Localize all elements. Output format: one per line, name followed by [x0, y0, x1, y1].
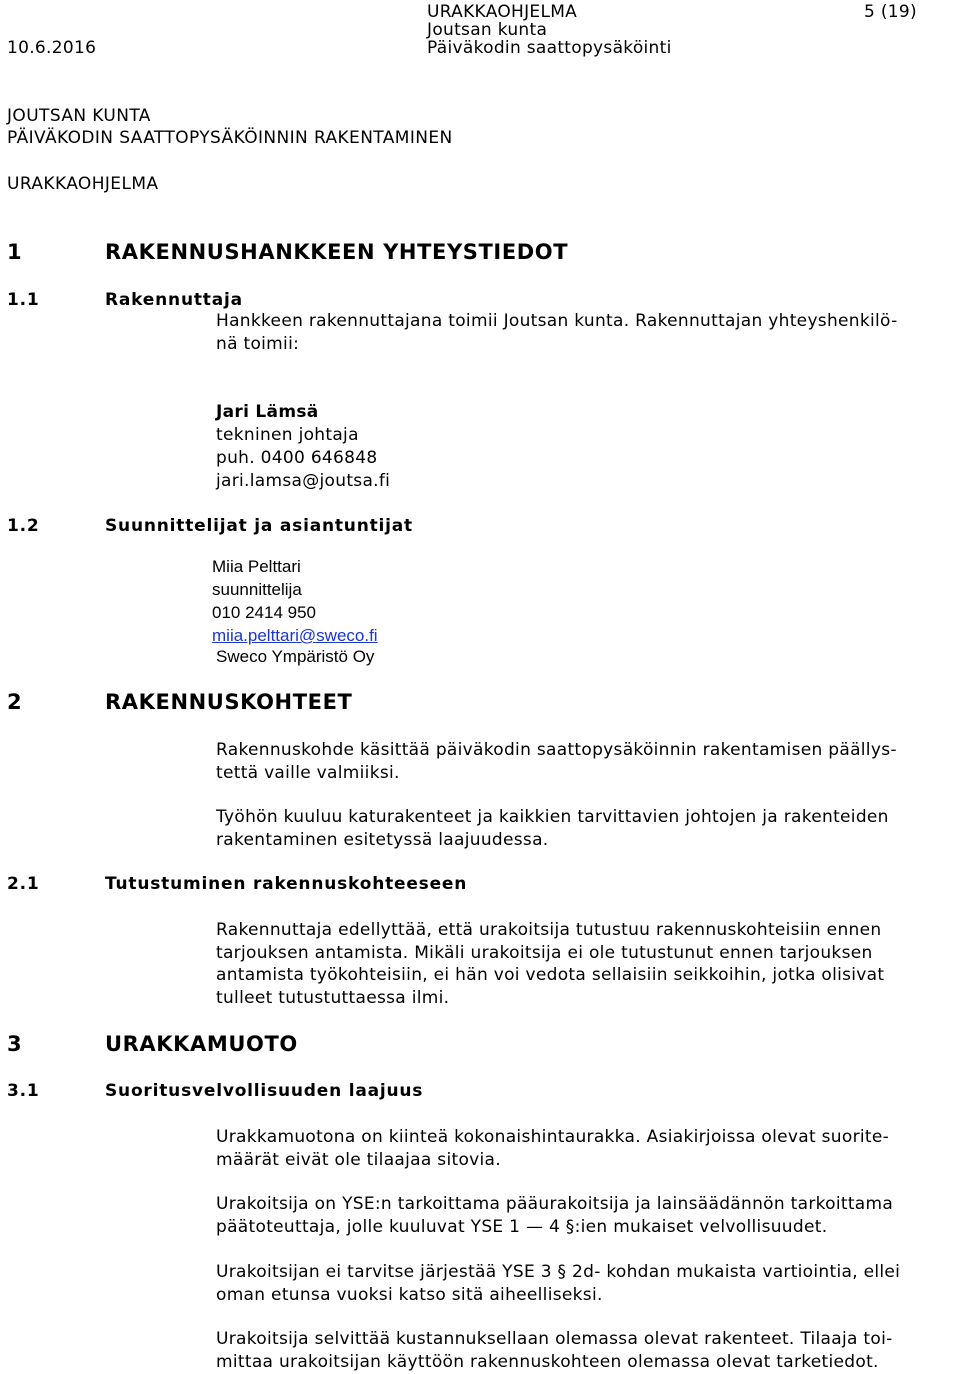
- section-1-2-heading: [7, 516, 413, 536]
- header-client: Joutsan kunta: [427, 20, 548, 40]
- text-line: mittaa urakoitsijan käyttöön rakennuskohteen olemassa olevat tarketiedot.: [216, 1351, 879, 1372]
- suoritusvelvollisuus-paragraph-4: [216, 1328, 954, 1373]
- section-title: URAKKAMUOTO: [105, 1032, 298, 1056]
- contact-name: Jari Lämsä: [216, 402, 319, 422]
- text-line: tulleet tutustuttaessa ilmi.: [216, 987, 450, 1008]
- section-number: 2: [7, 690, 23, 714]
- text-line: määrät eivät ole tilaajaa sitovia.: [216, 1149, 501, 1170]
- suoritusvelvollisuus-paragraph-3: [216, 1261, 954, 1306]
- text-line: Urakoitsijan ei tarvitse järjestää YSE 3 § 2d- kohdan mukaista vartiointia, ellei: [216, 1262, 901, 1282]
- section-title: Rakennuttaja: [105, 290, 243, 310]
- contact-role: tekninen johtaja: [216, 425, 359, 445]
- contact-email[interactable]: jari.lamsa@joutsa.fi: [216, 471, 391, 491]
- text-line: antamista työkohteisiin, ei hän voi vedota sellaisiin seikkoihin, jotka olisivat: [216, 965, 885, 986]
- title-line-3: URAKKAOHJELMA: [7, 174, 159, 194]
- section-number: 1: [7, 240, 23, 264]
- suoritusvelvollisuus-paragraph-2: [216, 1193, 954, 1238]
- designer-phone: 010 2414 950: [212, 603, 316, 622]
- section-number: 3.1: [7, 1081, 40, 1101]
- text-line: Urakoitsija on YSE:n tarkoittama pääurakoitsija ja lainsäädännön tarkoittama: [216, 1194, 894, 1214]
- tutustuminen-paragraph: [216, 919, 954, 1009]
- text-line: tarjouksen antamista. Mikäli urakoitsija ei ole tutustunut ennen tarjouksen: [216, 942, 873, 963]
- section-title: Suunnittelijat ja asiantuntijat: [105, 516, 413, 536]
- header-date: 10.6.2016: [7, 38, 97, 58]
- section-title: RAKENNUSHANKKEEN YHTEYSTIEDOT: [105, 240, 569, 264]
- section-2-1-heading: [7, 874, 467, 894]
- section-1-1-heading: [7, 290, 243, 310]
- text-line: päätoteuttaja, jolle kuuluvat YSE 1 — 4 §:ien mukaiset velvollisuudet.: [216, 1216, 828, 1237]
- title-line-1: JOUTSAN KUNTA: [7, 106, 151, 126]
- section-number: 2.1: [7, 874, 40, 894]
- section-3-heading: [7, 1032, 298, 1056]
- header-project: Päiväkodin saattopysäköinti: [427, 38, 672, 58]
- section-1-heading: [7, 240, 568, 264]
- text-line: Rakennuttaja edellyttää, että urakoitsija tutustuu rakennuskohteisiin ennen: [216, 920, 882, 940]
- rakennuskohteet-paragraph-2: [216, 806, 954, 851]
- text-line: Hankkeen rakennuttajana toimii Joutsan kunta. Rakennuttajan yhteyshenkilö-: [216, 311, 898, 331]
- section-number: 1.1: [7, 290, 40, 310]
- title-line-2: PÄIVÄKODIN SAATTOPYSÄKÖINNIN RAKENTAMINEN: [7, 128, 453, 148]
- designer-email-link[interactable]: miia.pelttari@sweco.fi: [212, 626, 378, 645]
- text-line: Rakennuskohde käsittää päiväkodin saattopysäköinnin rakentamisen päällys-: [216, 740, 897, 760]
- contact-phone: puh. 0400 646848: [216, 448, 378, 468]
- suoritusvelvollisuus-paragraph-1: [216, 1126, 954, 1171]
- text-line: Urakkamuotona on kiinteä kokonaishintaurakka. Asiakirjoissa olevat suorite-: [216, 1127, 890, 1147]
- text-line: Urakoitsija selvittää kustannuksellaan olemassa olevat rakenteet. Tilaaja toi-: [216, 1329, 893, 1349]
- designer-role: suunnittelija: [212, 580, 302, 599]
- rakennuttaja-paragraph: [216, 310, 954, 355]
- text-line: Työhön kuuluu katurakenteet ja kaikkien tarvittavien johtojen ja rakenteiden: [216, 807, 889, 827]
- designer-name: Miia Pelttari: [212, 557, 301, 576]
- section-title: Suoritusvelvollisuuden laajuus: [105, 1081, 424, 1101]
- section-2-heading: [7, 690, 352, 714]
- text-line: oman etunsa vuoksi katso sitä aiheelliseksi.: [216, 1284, 603, 1305]
- text-line: nä toimii:: [216, 333, 300, 354]
- section-number: 3: [7, 1032, 23, 1056]
- section-title: RAKENNUSKOHTEET: [105, 690, 353, 714]
- header-doc-type: URAKKAOHJELMA: [427, 2, 578, 22]
- section-title: Tutustuminen rakennuskohteeseen: [105, 874, 468, 894]
- header-page-number: 5 (19): [864, 2, 917, 22]
- section-number: 1.2: [7, 516, 40, 536]
- designer-company: Sweco Ympäristö Oy: [216, 647, 375, 666]
- section-3-1-heading: [7, 1081, 423, 1101]
- text-line: rakentaminen esitetyssä laajuudessa.: [216, 829, 549, 850]
- rakennuskohteet-paragraph-1: [216, 739, 954, 784]
- text-line: tettä vaille valmiiksi.: [216, 762, 400, 783]
